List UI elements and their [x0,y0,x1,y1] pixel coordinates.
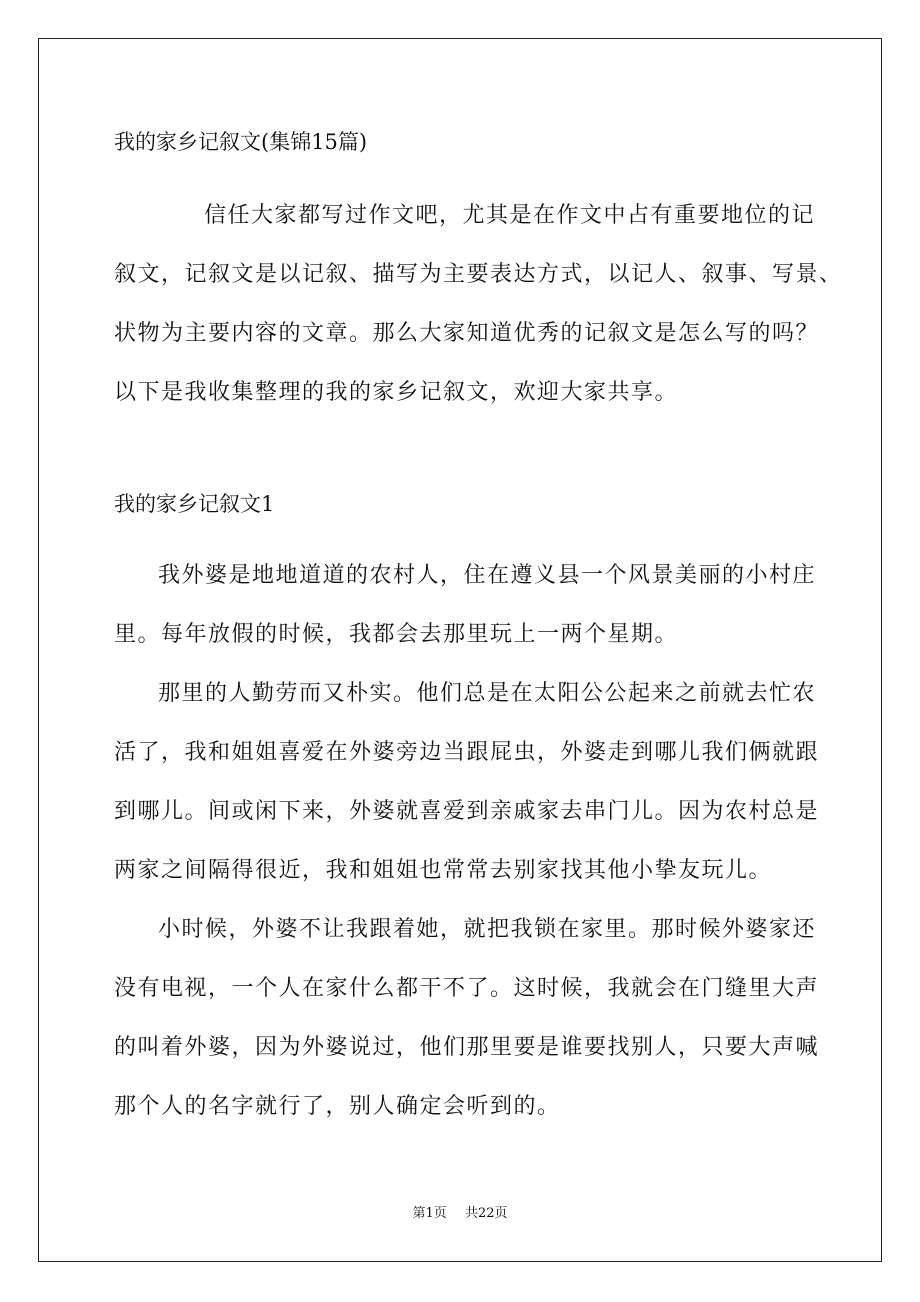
paragraph-line: 到哪儿。间或闲下来，外婆就喜爱到亲戚家去串门儿。因为农村总是 [114,799,820,824]
intro-line: 叙文，记叙文是以记叙、描写为主要表达方式，以记人、叙事、写景、 [114,262,843,287]
intro-line: 以下是我收集整理的我的家乡记叙文，欢迎大家共享。 [114,380,679,405]
page-footer [0,1204,920,1224]
page-count: 共22页 [464,1206,508,1221]
page-number: 第1页 [412,1206,447,1221]
body-paragraph-3 [114,900,844,1136]
paragraph-line: 小时候，外婆不让我跟着她，就把我锁在家里。那时候外婆家还 [158,917,817,942]
document-title: 我的家乡记叙文(集锦15篇) [114,130,368,154]
paragraph-line: 没有电视，一个人在家什么都干不了。这时候，我就会在门缝里大声 [114,976,820,1001]
section-title: 我的家乡记叙文1 [114,492,275,516]
paragraph-line: 活了，我和姐姐喜爱在外婆旁边当跟屁虫，外婆走到哪儿我们俩就跟 [114,740,820,765]
paragraph-line: 的叫着外婆，因为外婆说过，他们那里要是谁要找别人，只要大声喊 [114,1035,820,1060]
paragraph-line: 两家之间隔得很近，我和姐姐也常常去别家找其他小挚友玩儿。 [114,858,773,883]
paragraph-line: 我外婆是地地道道的农村人，住在遵义县一个风景美丽的小村庄 [158,563,817,588]
paragraph-line: 里。每年放假的时候，我都会去那里玩上一两个星期。 [114,622,679,647]
body-paragraph-2 [114,664,844,900]
intro-line: 状物为主要内容的文章。那么大家知道优秀的记叙文是怎么写的吗？ [114,321,820,346]
intro-paragraph [114,186,844,422]
paragraph-line: 那个人的名字就行了，别人确定会听到的。 [114,1094,561,1119]
body-paragraph-1 [114,546,844,664]
intro-line: 信任大家都写过作文吧，尤其是在作文中占有重要地位的记 [204,203,816,228]
paragraph-line: 那里的人勤劳而又朴实。他们总是在太阳公公起来之前就去忙农 [158,681,817,706]
